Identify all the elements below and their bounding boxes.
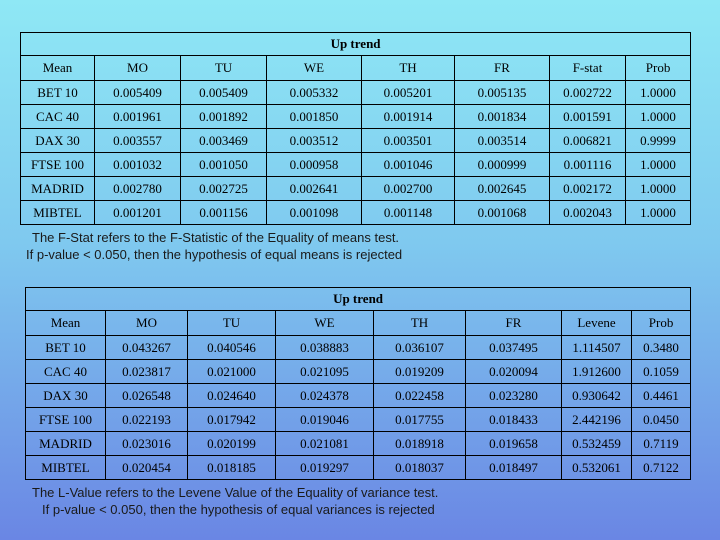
table-cell: 0.7119 [632,432,691,456]
column-header: Mean [26,311,106,336]
table-cell: 0.021095 [276,360,374,384]
column-header: Prob [626,56,691,81]
column-header: WE [276,311,374,336]
row-label: DAX 30 [21,129,95,153]
table-row [26,336,691,360]
table-cell: 0.020094 [466,360,562,384]
table-cell: 0.532459 [562,432,632,456]
means-table [20,32,691,225]
table-row [26,408,691,432]
table-row [21,105,691,129]
table-cell: 0.001892 [181,105,267,129]
table-cell: 0.018433 [466,408,562,432]
column-header: Mean [21,56,95,81]
row-label: BET 10 [26,336,106,360]
table-cell: 0.018037 [374,456,466,480]
table-cell: 0.017755 [374,408,466,432]
table-cell: 0.002722 [550,81,626,105]
column-header: WE [267,56,362,81]
table-cell: 0.005135 [455,81,550,105]
table-cell: 0.000958 [267,153,362,177]
row-label: MIBTEL [26,456,106,480]
table-cell: 0.005409 [181,81,267,105]
row-label: MADRID [26,432,106,456]
table-cell: 0.036107 [374,336,466,360]
column-header: F-stat [550,56,626,81]
table-cell: 0.001201 [95,201,181,225]
table-cell: 0.024378 [276,384,374,408]
table-cell: 0.018185 [188,456,276,480]
table-row [21,177,691,201]
table-cell: 0.001914 [362,105,455,129]
table-cell: 0.017942 [188,408,276,432]
means-test-note [26,229,402,263]
table-cell: 0.022458 [374,384,466,408]
table-cell: 0.4461 [632,384,691,408]
table-row [26,432,691,456]
table-cell: 0.000999 [455,153,550,177]
table-cell: 0.7122 [632,456,691,480]
column-header: Prob [632,311,691,336]
table-cell: 0.023817 [106,360,188,384]
table-cell: 0.9999 [626,129,691,153]
table-cell: 0.019209 [374,360,466,384]
table-cell: 0.001156 [181,201,267,225]
table-cell: 0.043267 [106,336,188,360]
table-cell: 0.038883 [276,336,374,360]
table-title: Up trend [26,288,691,311]
table-cell: 0.002780 [95,177,181,201]
row-label: MADRID [21,177,95,201]
table-cell: 0.001850 [267,105,362,129]
note-line: The L-Value refers to the Levene Value of the Equality of variance test. [32,485,439,500]
table-row [21,129,691,153]
table-cell: 0.003501 [362,129,455,153]
table-cell: 0.019046 [276,408,374,432]
column-header: TU [181,56,267,81]
table-cell: 0.021000 [188,360,276,384]
row-label: CAC 40 [26,360,106,384]
row-label: DAX 30 [26,384,106,408]
table-cell: 0.021081 [276,432,374,456]
table-cell: 0.020199 [188,432,276,456]
table-cell: 0.005409 [95,81,181,105]
table-cell: 0.026548 [106,384,188,408]
table-cell: 0.019658 [466,432,562,456]
table-cell: 0.532061 [562,456,632,480]
table-title: Up trend [21,33,691,56]
note-line: If p-value < 0.050, then the hypothesis of equal means is rejected [26,247,403,262]
note-line: If p-value < 0.050, then the hypothesis of equal variances is rejected [42,502,435,517]
table-cell: 1.0000 [626,105,691,129]
table-cell: 0.005332 [267,81,362,105]
table-cell: 0.002645 [455,177,550,201]
table-cell: 0.002641 [267,177,362,201]
column-header: Levene [562,311,632,336]
column-header: TU [188,311,276,336]
table-cell: 0.001068 [455,201,550,225]
table-cell: 0.024640 [188,384,276,408]
table-cell: 0.003514 [455,129,550,153]
column-header: FR [466,311,562,336]
table-cell: 0.022193 [106,408,188,432]
column-header: FR [455,56,550,81]
row-label: BET 10 [21,81,95,105]
table-cell: 0.023280 [466,384,562,408]
table-cell: 1.912600 [562,360,632,384]
table-row [21,81,691,105]
table-cell: 0.001098 [267,201,362,225]
table-cell: 0.006821 [550,129,626,153]
table-cell: 0.930642 [562,384,632,408]
row-label: FTSE 100 [26,408,106,432]
table-cell: 0.002700 [362,177,455,201]
table-cell: 1.0000 [626,153,691,177]
table-cell: 0.0450 [632,408,691,432]
row-label: CAC 40 [21,105,95,129]
table-cell: 0.002172 [550,177,626,201]
table-cell: 0.003512 [267,129,362,153]
table-cell: 2.442196 [562,408,632,432]
table-row [21,153,691,177]
table-cell: 0.019297 [276,456,374,480]
table-cell: 0.001591 [550,105,626,129]
table-cell: 0.003557 [95,129,181,153]
table-cell: 0.037495 [466,336,562,360]
table-row [26,384,691,408]
table-cell: 0.023016 [106,432,188,456]
table-cell: 1.0000 [626,81,691,105]
table-cell: 1.0000 [626,201,691,225]
table-cell: 0.005201 [362,81,455,105]
table-cell: 0.001834 [455,105,550,129]
table-row [26,456,691,480]
table-cell: 0.001961 [95,105,181,129]
table-cell: 0.001116 [550,153,626,177]
table-cell: 0.040546 [188,336,276,360]
table-cell: 0.002043 [550,201,626,225]
table-cell: 1.0000 [626,177,691,201]
table-row [26,360,691,384]
note-line: The F-Stat refers to the F-Statistic of the Equality of means test. [32,230,400,245]
table-cell: 1.114507 [562,336,632,360]
table-cell: 0.001050 [181,153,267,177]
table-cell: 0.002725 [181,177,267,201]
table-cell: 0.001148 [362,201,455,225]
table-cell: 0.020454 [106,456,188,480]
table-row [21,201,691,225]
row-label: FTSE 100 [21,153,95,177]
column-header: TH [374,311,466,336]
table-cell: 0.001046 [362,153,455,177]
table-cell: 0.018918 [374,432,466,456]
row-label: MIBTEL [21,201,95,225]
variance-table [25,287,691,480]
column-header: MO [106,311,188,336]
variance-test-note [32,484,438,518]
column-header: TH [362,56,455,81]
table-cell: 0.018497 [466,456,562,480]
table-cell: 0.003469 [181,129,267,153]
table-cell: 0.1059 [632,360,691,384]
table-cell: 0.001032 [95,153,181,177]
table-cell: 0.3480 [632,336,691,360]
column-header: MO [95,56,181,81]
